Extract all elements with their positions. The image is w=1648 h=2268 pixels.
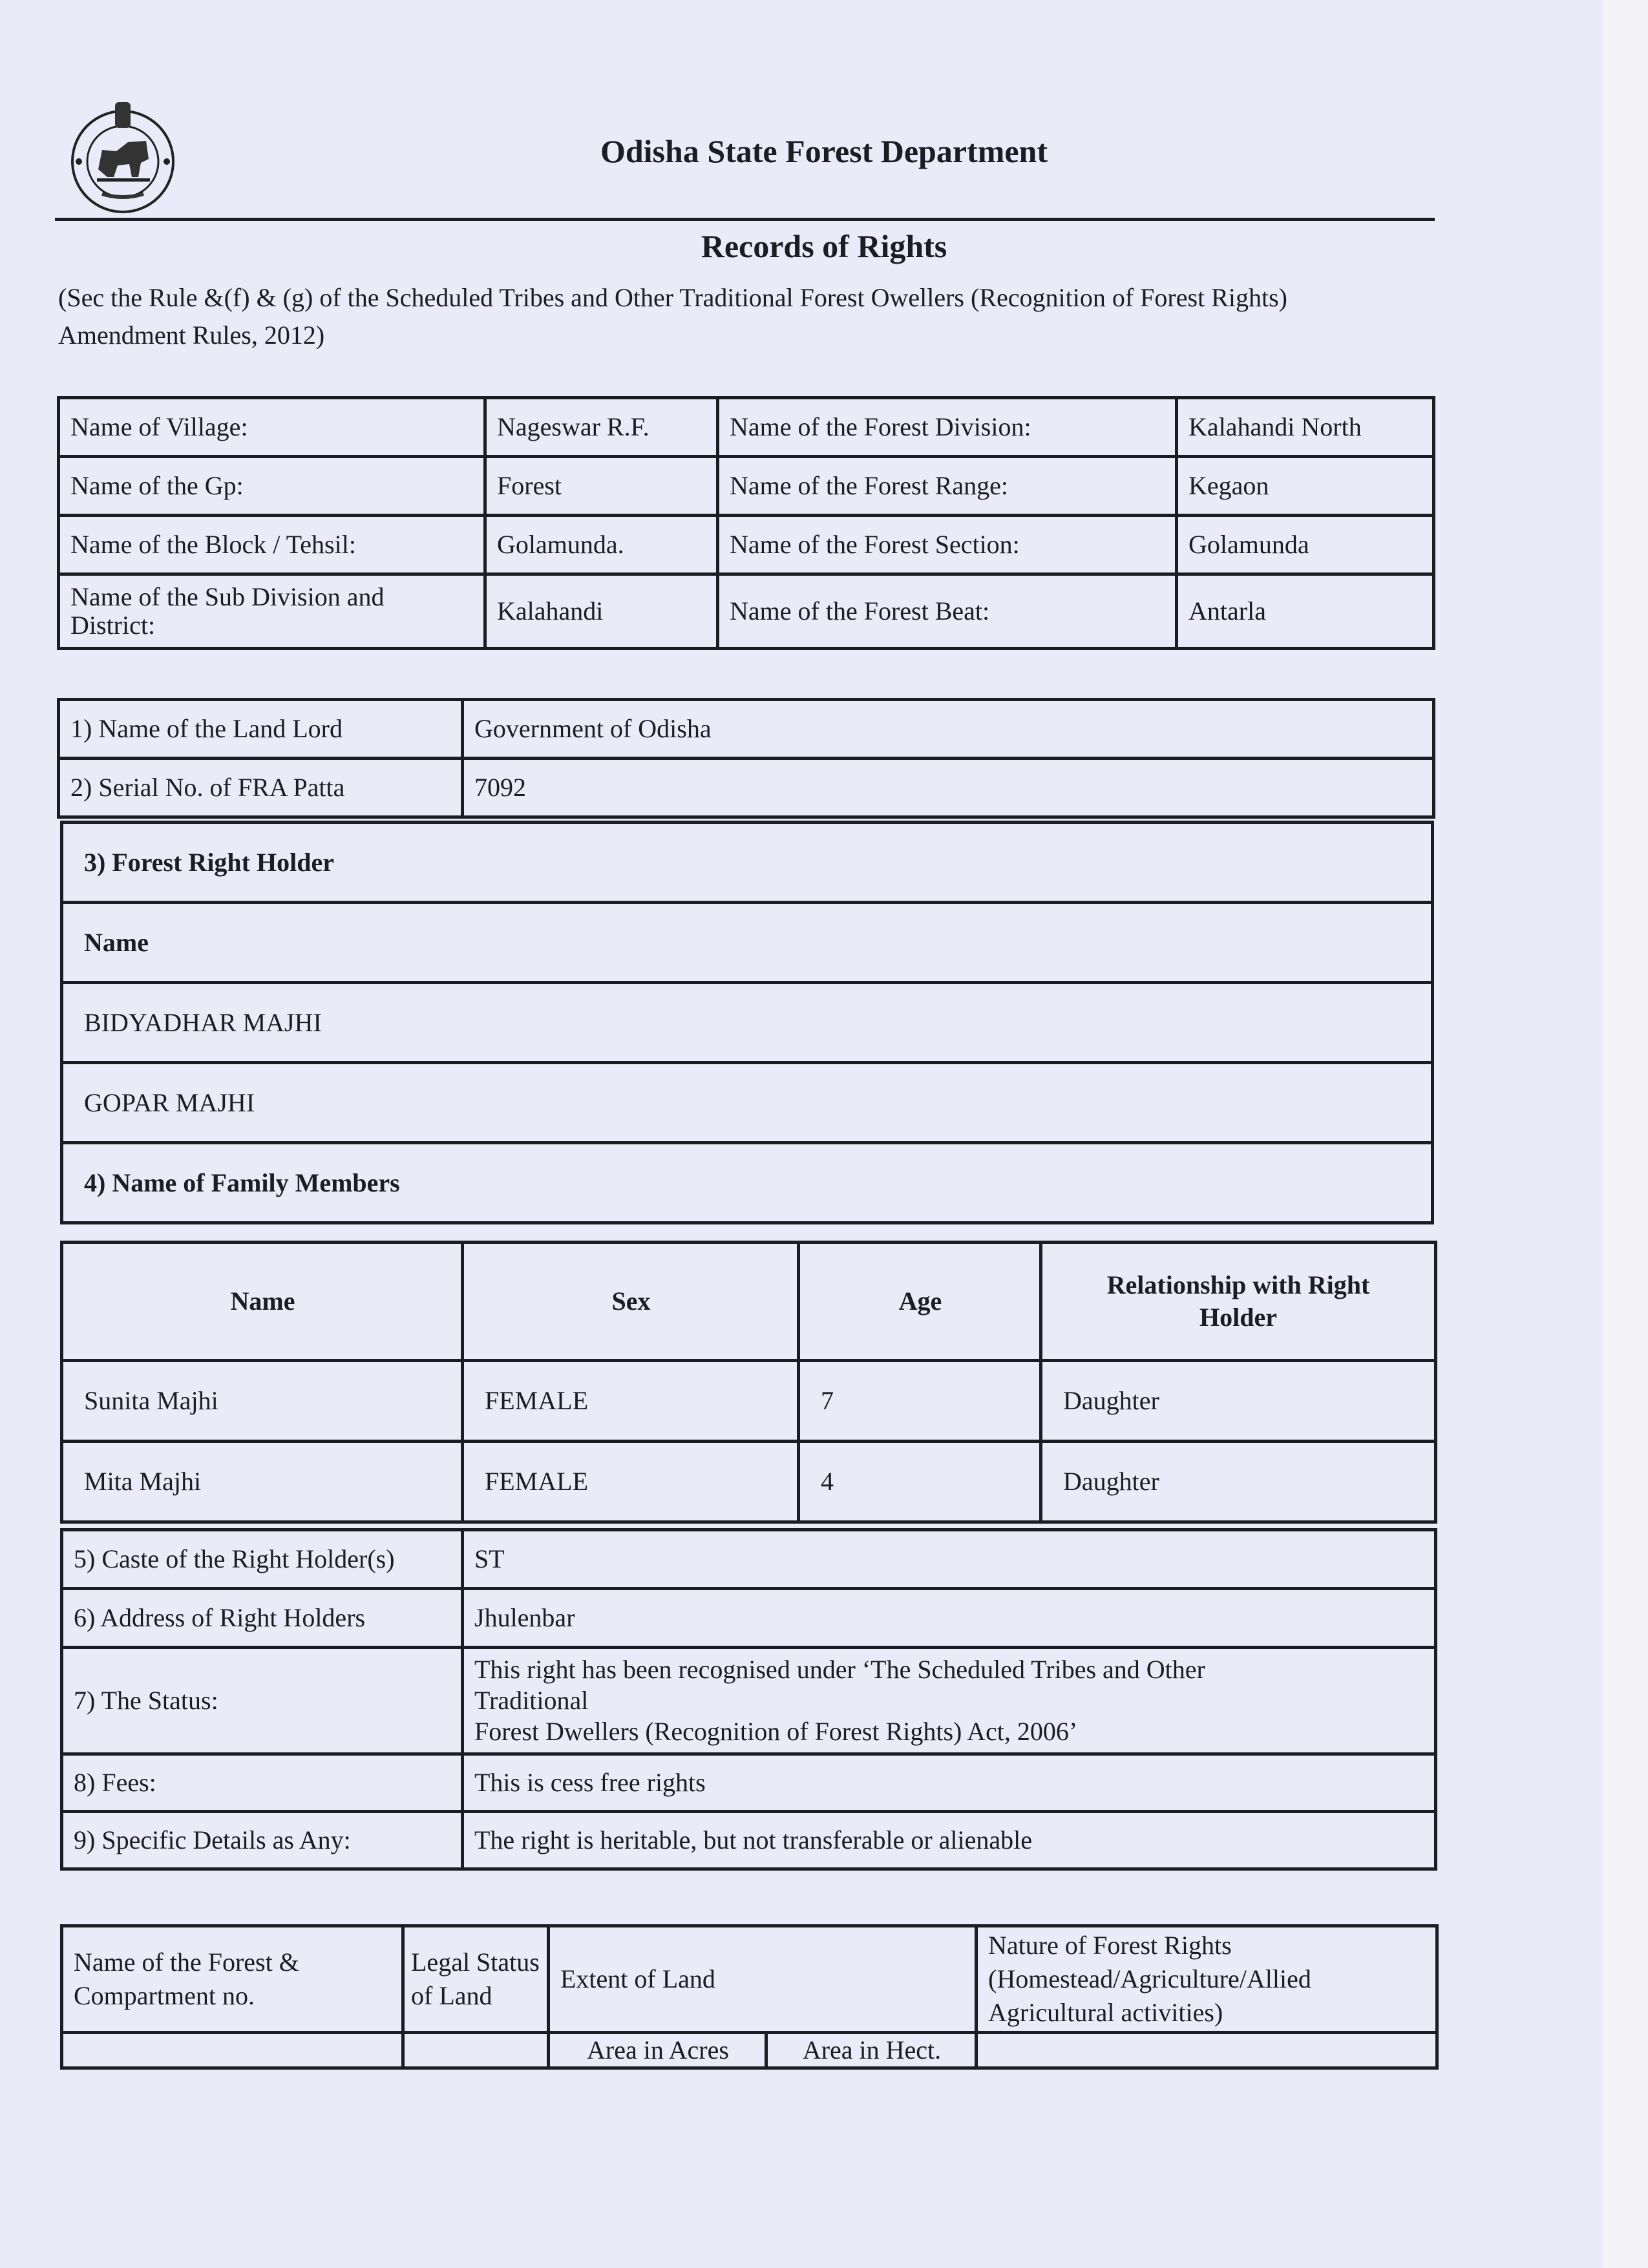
- family-member-name: Sunita Majhi: [62, 1361, 463, 1442]
- legal-status-cell: [403, 2033, 549, 2068]
- section-label: Name of the Forest Section:: [718, 516, 1177, 574]
- fees-value: This is cess free rights: [463, 1754, 1436, 1812]
- village-value: Nageswar R.F.: [485, 398, 718, 457]
- block-value: Golamunda.: [485, 516, 718, 574]
- beat-label: Name of the Forest Beat:: [718, 574, 1177, 649]
- caste-value: ST: [463, 1530, 1436, 1589]
- division-label: Name of the Forest Division:: [718, 398, 1177, 457]
- page-edge: [1603, 0, 1648, 2268]
- table-row: [62, 983, 1433, 1063]
- status-label: 7) The Status:: [62, 1648, 463, 1754]
- family-member-sex: FEMALE: [463, 1442, 799, 1522]
- gp-label: Name of the Gp:: [59, 457, 485, 516]
- table-row: [62, 1754, 1436, 1812]
- family-member-relationship: Daughter: [1041, 1442, 1436, 1522]
- status-value: [463, 1648, 1436, 1754]
- subdiv-value: Kalahandi: [485, 574, 718, 649]
- table-row: [62, 1648, 1436, 1754]
- table-row: [62, 1442, 1436, 1522]
- landlord-value: Government of Odisha: [463, 700, 1434, 759]
- name-header: Name: [62, 903, 1433, 983]
- table-row: [62, 1530, 1436, 1589]
- document-title: Records of Rights: [701, 228, 947, 264]
- holder-name: GOPAR MAJHI: [62, 1063, 1433, 1143]
- area-acres-header: Area in Acres: [549, 2033, 766, 2068]
- address-value: Jhulenbar: [463, 1589, 1436, 1648]
- specific-label: 9) Specific Details as Any:: [62, 1812, 463, 1869]
- range-label: Name of the Forest Range:: [718, 457, 1177, 516]
- forest-compartment-header: Name of the Forest & Compartment no.: [62, 1926, 403, 2033]
- table-row: [62, 1926, 1437, 2033]
- family-header-sex: Sex: [463, 1243, 799, 1361]
- subdiv-label: Name of the Sub Division and District:: [59, 574, 485, 649]
- extent-of-land-header: Extent of Land: [549, 1926, 977, 2033]
- address-label: 6) Address of Right Holders: [62, 1589, 463, 1648]
- table-row: [59, 759, 1434, 817]
- specific-value: The right is heritable, but not transferable or alienable: [463, 1812, 1436, 1869]
- table-row: [62, 1812, 1436, 1869]
- village-label: Name of Village:: [59, 398, 485, 457]
- status-line: Forest Dwellers (Recognition of Forest Rights) Act, 2006’: [474, 1717, 1078, 1746]
- caste-label: 5) Caste of the Right Holder(s): [62, 1530, 463, 1589]
- section-value: Golamunda: [1177, 516, 1434, 574]
- table-row: [62, 2033, 1437, 2068]
- right-holder-table: [60, 821, 1434, 1224]
- nature-of-rights-header: Nature of Forest Rights (Homestead/Agriculture/Allied Agricultural activities): [977, 1926, 1437, 2033]
- family-member-age: 4: [799, 1442, 1041, 1522]
- serial-label: 2) Serial No. of FRA Patta: [59, 759, 463, 817]
- status-line: This right has been recognised under ‘The Scheduled Tribes and Other: [474, 1655, 1205, 1684]
- details-table: [60, 1528, 1437, 1871]
- family-heading: 4) Name of Family Members: [62, 1143, 1433, 1223]
- table-row: [59, 574, 1434, 649]
- forest-compartment-cell: [62, 2033, 403, 2068]
- table-row: [62, 1143, 1433, 1223]
- area-hect-header: Area in Hect.: [766, 2033, 977, 2068]
- family-member-sex: FEMALE: [463, 1361, 799, 1442]
- legal-status-header: Legal Status of Land: [403, 1926, 549, 2033]
- range-value: Kegaon: [1177, 457, 1434, 516]
- land-table: [60, 1924, 1439, 2070]
- table-row: [62, 1243, 1436, 1361]
- right-holder-heading: 3) Forest Right Holder: [62, 823, 1433, 903]
- table-row: [62, 1361, 1436, 1442]
- beat-value: Antarla: [1177, 574, 1434, 649]
- fees-label: 8) Fees:: [62, 1754, 463, 1812]
- document-subtitle: (Sec the Rule &(f) & (g) of the Scheduled Tribes and Other Traditional Forest Owellers (Recognition of Forest Rights) Amendment Rules, 2012): [58, 283, 1287, 350]
- status-line: Traditional: [474, 1686, 589, 1715]
- family-header-age: Age: [799, 1243, 1041, 1361]
- table-row: [62, 1589, 1436, 1648]
- table-row: [59, 457, 1434, 516]
- header-rule: [55, 218, 1435, 221]
- family-member-name: Mita Majhi: [62, 1442, 463, 1522]
- department-name: Odisha State Forest Department: [600, 133, 1048, 169]
- block-label: Name of the Block / Tehsil:: [59, 516, 485, 574]
- table-row: [62, 1063, 1433, 1143]
- location-table: [57, 396, 1435, 650]
- record-table: [57, 698, 1435, 819]
- landlord-label: 1) Name of the Land Lord: [59, 700, 463, 759]
- division-value: Kalahandi North: [1177, 398, 1434, 457]
- serial-value: 7092: [463, 759, 1434, 817]
- table-row: [62, 903, 1433, 983]
- family-member-relationship: Daughter: [1041, 1361, 1436, 1442]
- table-row: [62, 823, 1433, 903]
- table-row: [59, 700, 1434, 759]
- family-header-name: Name: [62, 1243, 463, 1361]
- nature-of-rights-cell: [977, 2033, 1437, 2068]
- table-row: [59, 516, 1434, 574]
- family-member-age: 7: [799, 1361, 1041, 1442]
- family-header-relationship: Relationship with Right Holder: [1041, 1243, 1436, 1361]
- gp-value: Forest: [485, 457, 718, 516]
- table-row: [59, 398, 1434, 457]
- family-table: [60, 1241, 1437, 1524]
- holder-name: BIDYADHAR MAJHI: [62, 983, 1433, 1063]
